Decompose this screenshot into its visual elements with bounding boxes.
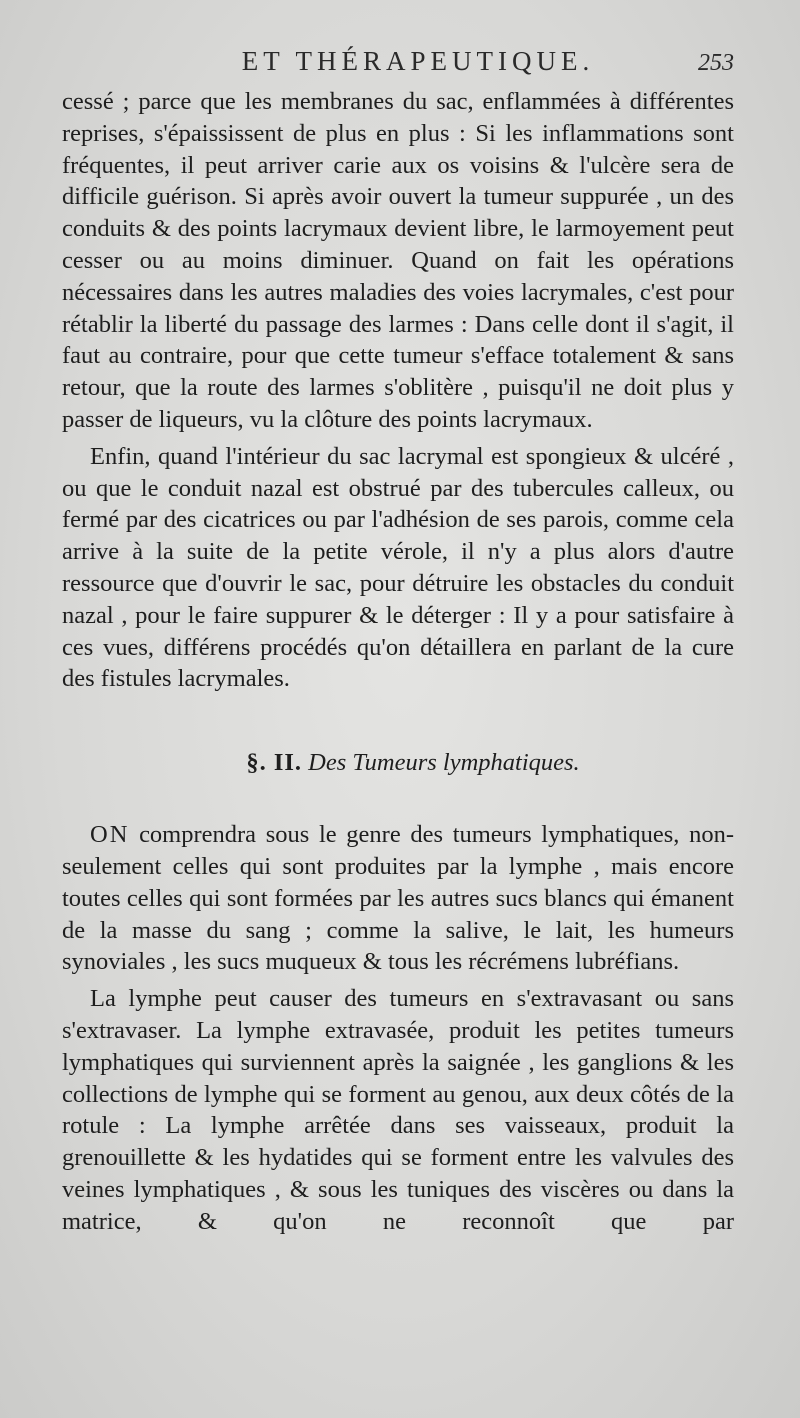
section-number: §. II. xyxy=(246,749,303,777)
paragraph-4: La lymphe peut causer des tumeurs en s'extravasant ou sans s'extravaser. La lymphe extravasée, produit les petites tumeurs lymphatiques qui surviennent après la saignée , les ganglions & les collections de lymphe qui se forment au genou, aux deux côtés de la rotule : La lymphe arrêtée dans ses vaisseaux, produit la grenouillette & les hydatides qui se forment entre les valvules des veines lymphatiques , & sous les tuniques des viscères ou dans la matrice, & qu'on ne reconnoît que par xyxy=(62,985,734,1235)
paragraph-1: cessé ; parce que les membranes du sac, enflammées à différentes reprises, s'épaississent de plus en plus : Si les inflammations sont fréquentes, il peut arriver carie aux os voisins & l'ulcère sera de difficile guérison. Si après avoir ouvert la tumeur suppurée , un des conduits & des points lacrymaux devient libre, le larmoyement peut cesser ou au moins diminuer. Quand on fait les opérations nécessaires dans les autres maladies des voies lacrymales, c'est pour rétablir la liberté du passage des larmes : Dans celle dont il s'agit, il faut au contraire, pour que cette tumeur s'efface totalement & sans retour, que la route des larmes s'oblitère , puisqu'il ne doit plus y passer de liqueurs, vu la clôture des points lacrymaux. xyxy=(62,88,734,433)
page-number: 253 xyxy=(698,50,734,76)
paragraph-3 xyxy=(62,819,734,978)
paragraph-2: Enfin, quand l'intérieur du sac lacrymal est spongieux & ulcéré , ou que le conduit nazal est obstrué par des tubercules calleux, ou fermé par des cicatrices ou par l'adhésion de ses parois, comme cela arrive à la suite de la petite vérole, il n'y a plus alors d'autre ressource que d'ouvrir le sac, pour détruire les obstacles du conduit nazal , pour le faire suppurer & le déterger : Il y a pour satisfaire à ces vues, différens procédés qu'on détaillera en parlant de la cure des fistules lacrymales. xyxy=(62,442,734,693)
running-title: ET THÉRAPEUTIQUE. xyxy=(241,46,595,76)
section-heading xyxy=(62,747,734,779)
book-page xyxy=(62,46,734,1238)
paragraph-3-text: comprendra sous le genre des tumeurs lymphatiques, non-seulement celles qui sont produites par la lymphe , mais encore toutes celles qui sont formées par les autres sucs blancs qui émanent de la masse du sang ; comme la salive, le lait, les humeurs synoviales , les sucs muqueux & tous les récrémens lubréfians. xyxy=(62,821,734,976)
section-title: Des Tumeurs lymphatiques. xyxy=(308,749,580,777)
dropcap: ON xyxy=(90,821,130,849)
running-head xyxy=(62,46,734,86)
